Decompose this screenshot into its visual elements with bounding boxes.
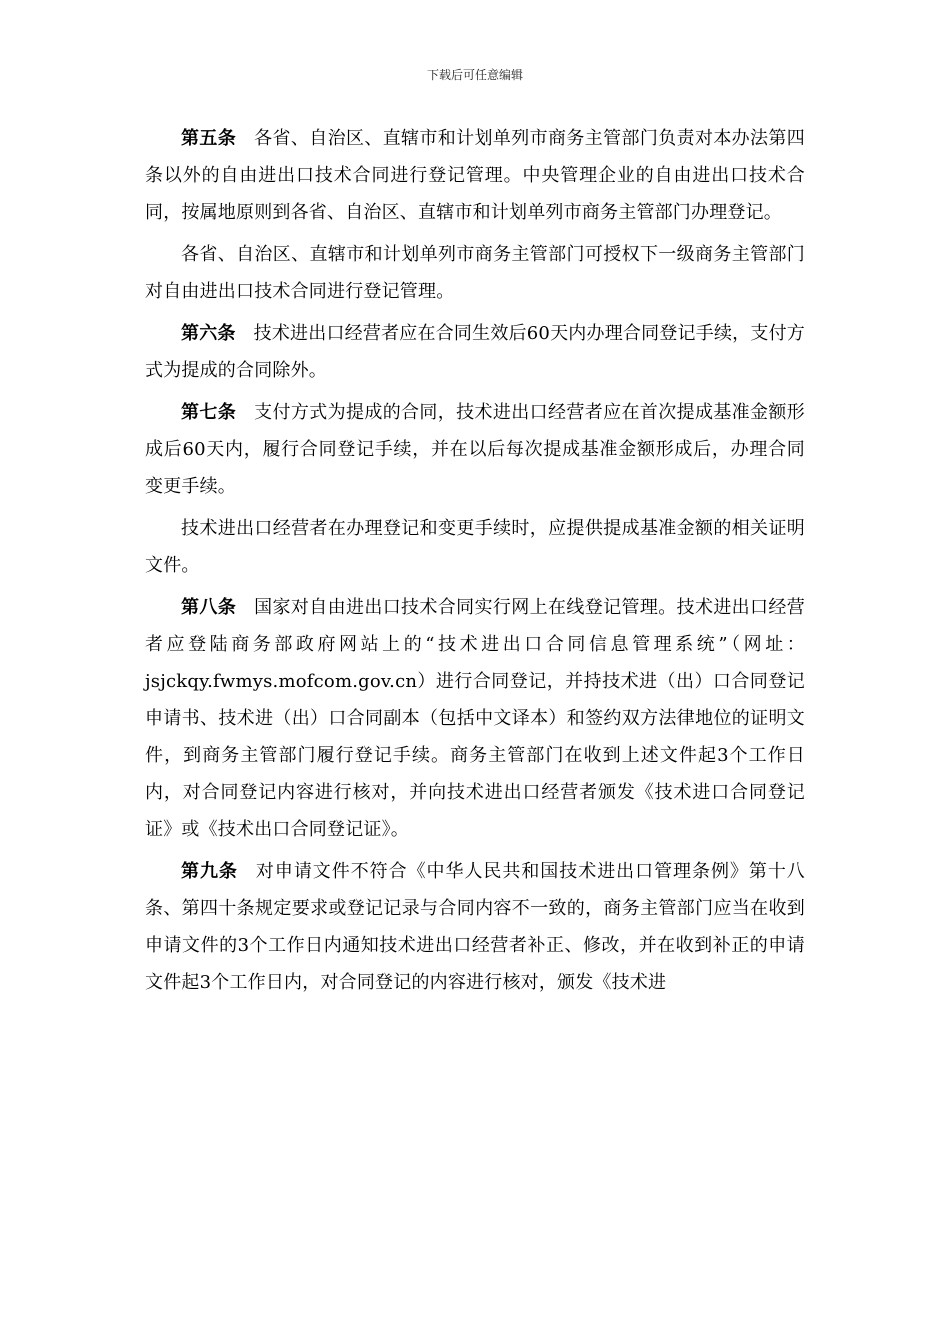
paragraph-article-6: [145, 315, 805, 389]
paragraph-text: 技术进出口经营者在办理登记和变更手续时，应提供提成基准金额的相关证明文件。: [145, 518, 805, 576]
article-number: 第七条: [181, 402, 237, 423]
paragraph-article-9: [145, 853, 805, 1001]
paragraph-text: 技术进出口经营者应在合同生效后60天内办理合同登记手续，支付方式为提成的合同除外。: [145, 323, 805, 381]
paragraph-article-8: [145, 589, 805, 848]
page-header: 下载后可任意编辑: [426, 68, 523, 82]
paragraph-text: 各省、自治区、直辖市和计划单列市商务主管部门可授权下一级商务主管部门对自由进出口技术合同进行登记管理。: [145, 244, 805, 302]
paragraph-article-5: [145, 120, 805, 231]
article-number: 第六条: [181, 323, 236, 344]
article-number: 第五条: [181, 128, 237, 149]
paragraph-article-5-cont: [145, 236, 805, 310]
paragraph-text: 支付方式为提成的合同，技术进出口经营者应在首次提成基准金额形成后60天内，履行合同登记手续，并在以后每次提成基准金额形成后，办理合同变更手续。: [145, 402, 805, 497]
article-number: 第八条: [181, 597, 237, 618]
paragraph-text: 各省、自治区、直辖市和计划单列市商务主管部门负责对本办法第四条以外的自由进出口技术合同进行登记管理。中央管理企业的自由进出口技术合同，按属地原则到各省、自治区、直辖市和计划单列市商务主管部门办理登记。: [145, 128, 805, 223]
paragraph-article-7-cont: [145, 510, 805, 584]
document-body: [145, 120, 805, 1006]
article-number: 第九条: [181, 861, 238, 882]
paragraph-article-7: [145, 394, 805, 505]
paragraph-text: 对申请文件不符合《中华人民共和国技术进出口管理条例》第十八条、第四十条规定要求或登记记录与合同内容不一致的，商务主管部门应当在收到申请文件的3个工作日内通知技术进出口经营者补正、修改，并在收到补正的申请文件起3个工作日内，对合同登记的内容进行核对，颁发《技术进: [145, 861, 805, 993]
paragraph-text: 国家对自由进出口技术合同实行网上在线登记管理。技术进出口经营者应登陆商务部政府网站上的“技术进出口合同信息管理系统”（网址：jsjckqy.fwmys.mofcom.gov.cn）进行合同登记，并持技术进（出）口合同登记申请书、技术进（出）口合同副本（包括中文译本）和签约双方法律地位的证明文件，到商务主管部门履行登记手续。商务主管部门在收到上述文件起3个工作日内，对合同登记内容进行核对，并向技术进出口经营者颁发《技术进口合同登记证》或《技术出口合同登记证》。: [145, 597, 805, 840]
